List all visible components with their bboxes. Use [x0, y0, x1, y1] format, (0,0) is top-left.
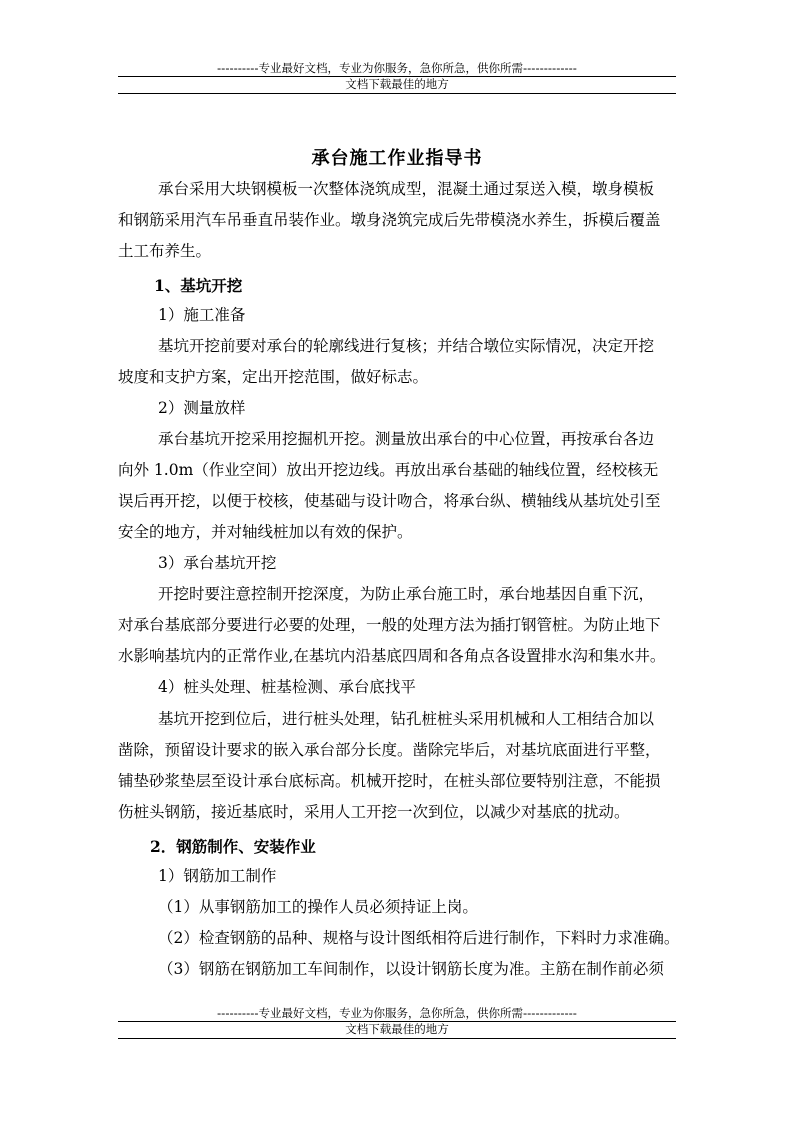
section-heading: 2．钢筋制作、安装作业 — [150, 837, 316, 856]
subsection-heading: 1）钢筋加工制作 — [158, 867, 277, 885]
list-item: （3）钢筋在钢筋加工车间制作，以设计钢筋长度为准。主筋在制作前必须 — [158, 960, 664, 978]
header-subtitle: 文档下载最佳的地方 — [345, 77, 449, 91]
document-title: 承台施工作业指导书 — [311, 148, 483, 169]
paragraph-line: 基坑开挖前要对承台的轮廓线进行复核；并结合墩位实际情况，决定开挖 — [158, 337, 655, 355]
paragraph-line: 对承台基底部分要进行必要的处理，一般的处理方法为插打钢管桩。为防止地下 — [118, 616, 661, 634]
paragraph-line: 开挖时要注意控制开挖深度，为防止承台施工时，承台地基因自重下沉， — [158, 585, 655, 603]
paragraph-line: 向外 1.0m（作业空间）放出开挖边线。再放出承台基础的轴线位置，经校核无 — [118, 461, 659, 479]
paragraph-line: 基坑开挖到位后，进行桩头处理，钻孔桩桩头采用机械和人工相结合加以 — [158, 710, 655, 728]
subsection-heading: 3）承台基坑开挖 — [158, 554, 277, 572]
footer-rule-bottom — [118, 1038, 676, 1039]
paragraph-line: 和钢筋采用汽车吊垂直吊装作业。墩身浇筑完成后先带模浇水养生，拆模后覆盖 — [118, 211, 661, 229]
subsection-heading: 1）施工准备 — [158, 306, 246, 324]
list-item: （2）检查钢筋的品种、规格与设计图纸相符后进行制作，下料时力求准确。 — [158, 929, 680, 947]
paragraph-line: 水影响基坑内的正常作业,在基坑内沿基底四周和各角点各设置排水沟和集水井。 — [118, 647, 666, 665]
footer-slogan: ----------专业最好文档，专业为你服务，急你所急，供你所需------------- — [217, 1006, 577, 1020]
paragraph-line: 铺垫砂浆垫层至设计承台底标高。机械开挖时，在桩头部位要特别注意，不能损 — [118, 772, 661, 790]
paragraph-line: 凿除，预留设计要求的嵌入承台部分长度。凿除完毕后，对基坑底面进行平整， — [118, 741, 661, 759]
paragraph-line: 伤桩头钢筋，接近基底时，采用人工开挖一次到位，以减少对基底的扰动。 — [118, 803, 630, 821]
paragraph-line: 承台采用大块钢模板一次整体浇筑成型，混凝土通过泵送入模，墩身模板 — [158, 180, 655, 198]
paragraph-line: 误后再开挖，以便于校核，使基础与设计吻合，将承台纵、横轴线从基坑处引至 — [118, 492, 661, 510]
paragraph-line: 坡度和支护方案，定出开挖范围，做好标志。 — [118, 368, 429, 386]
subsection-heading: 2）测量放样 — [158, 399, 246, 417]
footer-subtitle: 文档下载最佳的地方 — [345, 1022, 449, 1036]
subsection-heading: 4）桩头处理、桩基检测、承台底找平 — [158, 678, 416, 696]
paragraph-line: 承台基坑开挖采用挖掘机开挖。测量放出承台的中心位置，再按承台各边 — [158, 430, 655, 448]
header-slogan: ----------专业最好文档，专业为你服务，急你所急，供你所需------------- — [217, 61, 577, 75]
paragraph-line: 安全的地方，并对轴线桩加以有效的保护。 — [118, 523, 413, 541]
section-heading: 1、基坑开挖 — [154, 276, 243, 295]
header-rule-bottom — [118, 93, 676, 94]
paragraph-line: 土工布养生。 — [118, 242, 212, 260]
list-item: （1）从事钢筋加工的操作人员必须持证上岗。 — [158, 898, 478, 916]
